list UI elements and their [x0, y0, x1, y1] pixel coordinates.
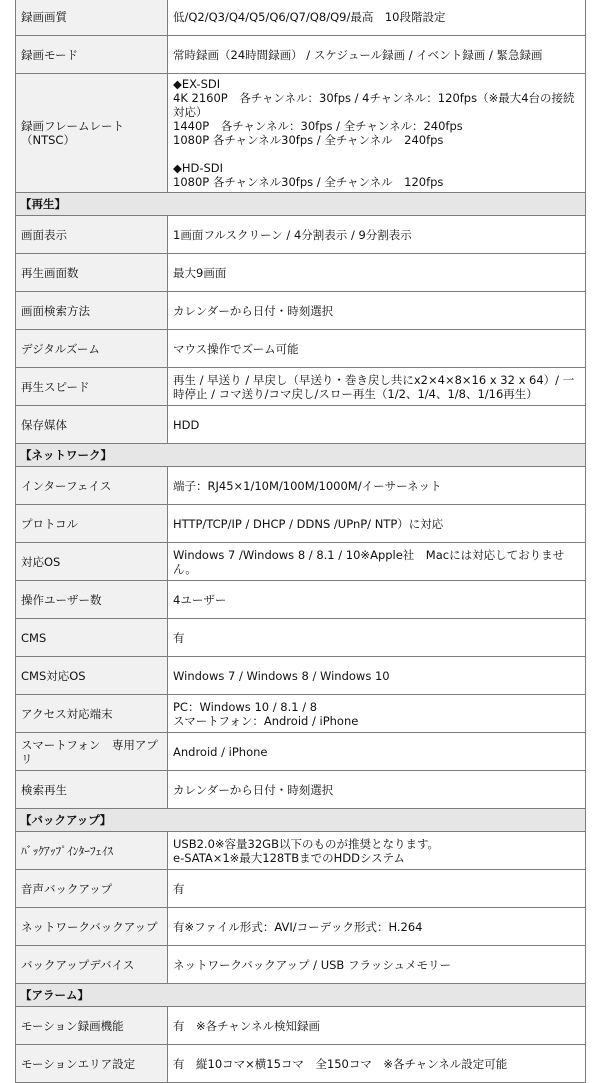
- spec-value: 最大9画面: [168, 254, 586, 292]
- spec-row: [16, 216, 586, 254]
- spec-row: [16, 505, 586, 543]
- spec-row: [16, 292, 586, 330]
- spec-value: 低/Q2/Q3/Q4/Q5/Q6/Q7/Q8/Q9/最高 10段階設定: [168, 0, 586, 36]
- section-header-row: [16, 444, 586, 467]
- section-title: 【ネットワーク】: [16, 444, 586, 467]
- spec-value: Android / iPhone: [168, 733, 586, 771]
- spec-label: 画面検索方法: [16, 292, 168, 330]
- spec-value: ネットワークバックアップ / USB フラッシュメモリー: [168, 946, 586, 984]
- spec-label: プロトコル: [16, 505, 168, 543]
- spec-value: 有 縦10コマ×横15コマ 全150コマ ※各チャンネル設定可能: [168, 1045, 586, 1083]
- spec-label: スマートフォン 専用アプリ: [16, 733, 168, 771]
- spec-value: PC：Windows 10 / 8.1 / 8 スマートフォン：Android / iPhone: [168, 695, 586, 733]
- spec-label: 録画モード: [16, 36, 168, 74]
- spec-value: 4ユーザー: [168, 581, 586, 619]
- spec-label: 再生スピード: [16, 368, 168, 406]
- spec-row: [16, 543, 586, 581]
- spec-row: [16, 832, 586, 870]
- spec-row: [16, 1045, 586, 1083]
- spec-row: [16, 771, 586, 809]
- spec-table: [15, 0, 586, 1083]
- spec-row: [16, 330, 586, 368]
- spec-label: アクセス対応端末: [16, 695, 168, 733]
- spec-value: 再生 / 早送り / 早戻し（早送り・巻き戻し共にx2×4×8×16 x 32 x 64）/ 一時停止 / コマ送り/コマ戻し/スロー再生（1/2、1/4、1/8、1/16再生）: [168, 368, 586, 406]
- spec-row: [16, 657, 586, 695]
- spec-value: HTTP/TCP/IP / DHCP / DDNS /UPnP/ NTP）に対応: [168, 505, 586, 543]
- section-header-row: [16, 984, 586, 1007]
- spec-row: [16, 368, 586, 406]
- spec-value: USB2.0※容量32GB以下のものが推奨となります。 e-SATA×1※最大128TBまでのHDDシステム: [168, 832, 586, 870]
- spec-label: 操作ユーザー数: [16, 581, 168, 619]
- section-header-row: [16, 809, 586, 832]
- spec-row: [16, 1007, 586, 1045]
- spec-label: 画面表示: [16, 216, 168, 254]
- spec-table-body: [16, 0, 586, 1083]
- spec-value: 常時録画（24時間録画） / スケジュール録画 / イベント録画 / 緊急録画: [168, 36, 586, 74]
- spec-label: インターフェイス: [16, 467, 168, 505]
- spec-label: 検索再生: [16, 771, 168, 809]
- spec-label: ネットワークバックアップ: [16, 908, 168, 946]
- spec-row: [16, 74, 586, 193]
- spec-label: 保存媒体: [16, 406, 168, 444]
- spec-row: [16, 733, 586, 771]
- spec-label: 再生画面数: [16, 254, 168, 292]
- spec-value: 有 ※各チャンネル検知録画: [168, 1007, 586, 1045]
- section-title: 【再生】: [16, 193, 586, 216]
- spec-label: CMS対応OS: [16, 657, 168, 695]
- spec-label: バックアップデバイス: [16, 946, 168, 984]
- spec-row: [16, 467, 586, 505]
- spec-label: 録画画質: [16, 0, 168, 36]
- spec-value: HDD: [168, 406, 586, 444]
- spec-value: 有: [168, 870, 586, 908]
- spec-label: モーションエリア設定: [16, 1045, 168, 1083]
- spec-label: CMS: [16, 619, 168, 657]
- spec-value: マウス操作でズーム可能: [168, 330, 586, 368]
- spec-label: モーション録画機能: [16, 1007, 168, 1045]
- spec-value: 端子：RJ45×1/10M/100M/1000M/イーサーネット: [168, 467, 586, 505]
- spec-label: 音声バックアップ: [16, 870, 168, 908]
- spec-value: 有※ファイル形式：AVI/コーデック形式：H.264: [168, 908, 586, 946]
- spec-value: カレンダーから日付・時刻選択: [168, 292, 586, 330]
- spec-row: [16, 581, 586, 619]
- spec-row: [16, 695, 586, 733]
- section-title: 【バックアップ】: [16, 809, 586, 832]
- spec-value: 有: [168, 619, 586, 657]
- spec-label: ﾊﾞｯｸｱｯﾌﾟｲﾝﾀｰﾌｪｲｽ: [16, 832, 168, 870]
- spec-value: カレンダーから日付・時刻選択: [168, 771, 586, 809]
- spec-row: [16, 908, 586, 946]
- spec-row: [16, 619, 586, 657]
- spec-row: [16, 36, 586, 74]
- spec-label: 録画フレームレート （NTSC）: [16, 74, 168, 193]
- spec-row: [16, 254, 586, 292]
- spec-row: [16, 870, 586, 908]
- spec-value: Windows 7 /Windows 8 / 8.1 / 10※Apple社 Macには対応しておりません。: [168, 543, 586, 581]
- spec-label: デジタルズーム: [16, 330, 168, 368]
- spec-value: Windows 7 / Windows 8 / Windows 10: [168, 657, 586, 695]
- spec-label: 対応OS: [16, 543, 168, 581]
- section-title: 【アラーム】: [16, 984, 586, 1007]
- spec-row: [16, 0, 586, 36]
- section-header-row: [16, 193, 586, 216]
- spec-value: ◆EX-SDI 4K 2160P 各チャンネル：30fps / 4チャンネル：120fps（※最大4台の接続対応） 1440P 各チャンネル：30fps / 全チャンネル：240fps 1080P 各チャンネル30fps / 全チャンネル 240fps ◆HD-SDI 1080P 各チャンネル30fps / 全チャンネル 120fps: [168, 74, 586, 193]
- spec-value: 1画面フルスクリーン / 4分割表示 / 9分割表示: [168, 216, 586, 254]
- spec-row: [16, 406, 586, 444]
- spec-row: [16, 946, 586, 984]
